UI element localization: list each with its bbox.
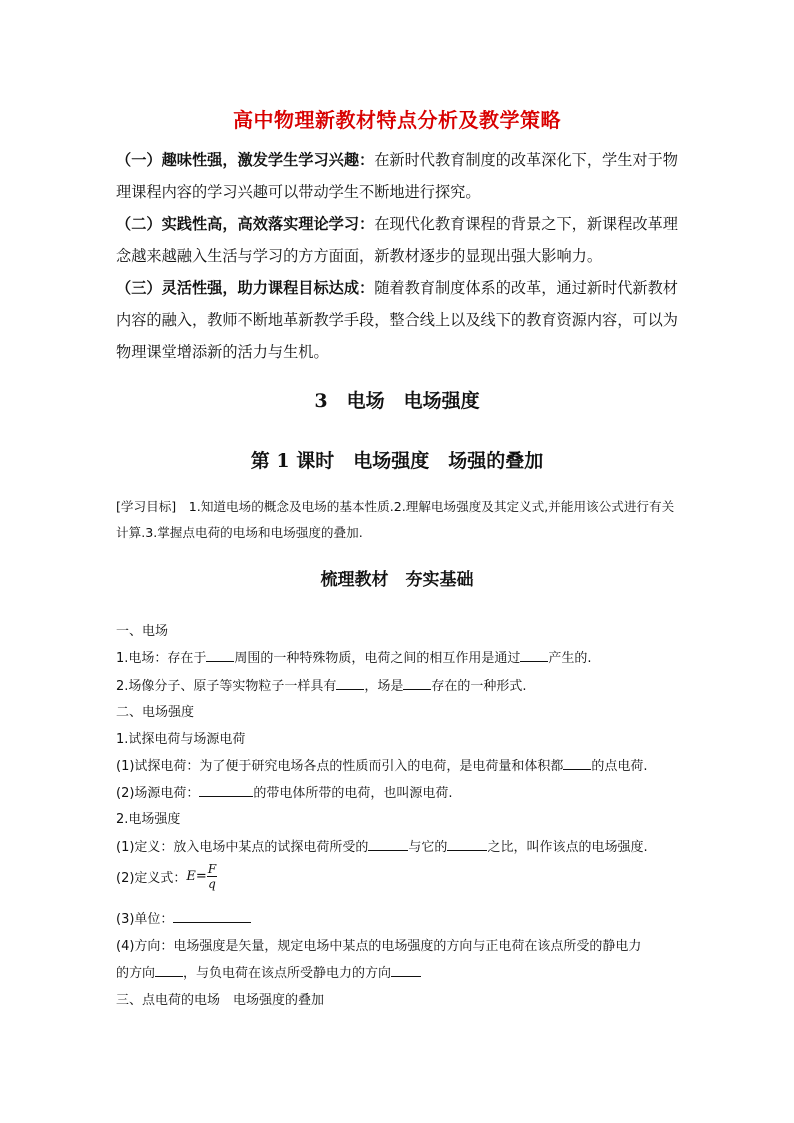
heading-point-charge-field: 三、点电荷的电场 电场强度的叠加 (116, 993, 325, 1008)
feature-text: 在新时代教育制度的改革深化下，学生对于物理课程内容的学习兴趣可以带动学生不断地进行探究。 (116, 151, 678, 201)
feature-lead: （一）趣味性强，激发学生学习兴趣： (116, 151, 375, 169)
blank (336, 676, 364, 690)
feature-text: 随着教育制度体系的改革，通过新时代新教材内容的融入，教师不断地革新教学手段，整合线上以及线下的教育资源内容，可以为物理课堂增添新的活力与生机。 (116, 279, 678, 361)
blank (403, 676, 431, 690)
section-heading: 3 电场 电场强度 (314, 390, 480, 412)
blank (520, 648, 548, 662)
heading-field-intensity: 2.电场强度 (116, 812, 181, 827)
heading-field-strength: 二、电场强度 (116, 705, 195, 720)
learning-objectives (116, 494, 682, 546)
line-direction-2: 的方向 ，与负电荷在该点所受静电力的方向 (116, 962, 686, 981)
feature-paragraph-1 (116, 144, 682, 208)
line-unit: (3)单位： (116, 908, 686, 927)
lesson-heading: 第 1 课时 电场强度 场强的叠加 (250, 450, 544, 472)
blank (368, 837, 408, 851)
blank (447, 837, 487, 851)
blank (155, 963, 183, 977)
line-formula: (2)定义式：E= $\frac{F}{q}$ (116, 862, 217, 891)
blank (199, 783, 253, 797)
denominator: q (208, 877, 216, 891)
feature-lead: （二）实践性高，高效落实理论学习： (116, 215, 375, 233)
objectives-label: [学习目标] (116, 499, 177, 514)
page-title: 高中物理新教材特点分析及教学策略 (233, 108, 561, 132)
objectives-text: 1.知道电场的概念及电场的基本性质.2.理解电场强度及其定义式,并能用该公式进行有关计算.3.掌握点电荷的电场和电场强度的叠加. (116, 499, 675, 540)
line-source-charge: (2)场源电荷： 的带电体所带的电荷，也叫源电荷. (116, 782, 686, 801)
formula-fraction (207, 862, 217, 891)
blank (173, 909, 251, 923)
blank (391, 963, 421, 977)
symbol-E: E (186, 869, 196, 884)
numerator: F (207, 862, 217, 876)
heading-test-charge: 1.试探电荷与场源电荷 (116, 732, 246, 747)
line-field-definition: 1.电场：存在于 周围的一种特殊物质，电荷之间的相互作用是通过 产生的. (116, 647, 686, 666)
feature-paragraph-2 (116, 208, 682, 272)
line-field-matter: 2.场像分子、原子等实物粒子一样具有 ，场是 存在的一种形式. (116, 675, 686, 694)
feature-paragraph-3 (116, 272, 682, 368)
blank (206, 648, 234, 662)
line-test-charge: (1)试探电荷：为了便于研究电场各点的性质而引入的电荷，是电荷量和体积都 的点电荷. (116, 755, 686, 774)
feature-text: 在现代化教育课程的背景之下，新课程改革理念越来越融入生活与学习的方方面面，新教材逐步的显现出强大影响力。 (116, 215, 678, 265)
line-direction-1: (4)方向：电场强度是矢量，规定电场中某点的电场强度的方向与正电荷在该点所受的静电力 (116, 939, 642, 954)
heading-electric-field: 一、电场 (116, 624, 169, 639)
line-definition: (1)定义：放入电场中某点的试探电荷所受的 与它的 之比，叫作该点的电场强度. (116, 836, 686, 855)
feature-lead: （三）灵活性强，助力课程目标达成： (116, 279, 375, 297)
subheading: 梳理教材 夯实基础 (320, 570, 474, 590)
blank (563, 756, 591, 770)
